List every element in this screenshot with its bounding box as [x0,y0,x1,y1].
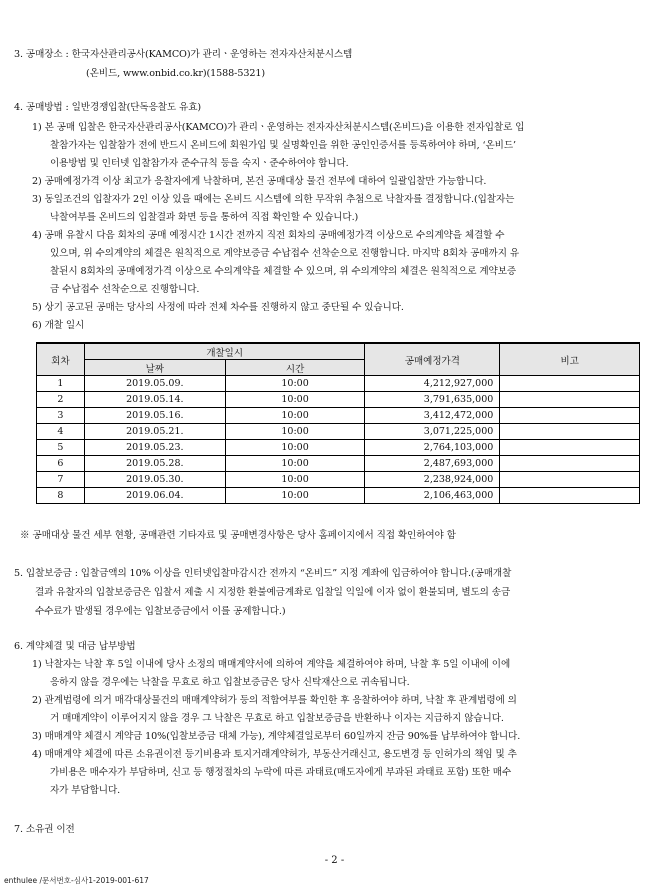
section6-item4-l3: 자가 부담합니다. [50,785,121,796]
section7-heading: 7. 소유권 이전 [14,824,75,835]
cell-price: 2,238,924,000 [365,472,500,488]
section4-item2: 2) 공매예정가격 이상 최고가 응찰자에게 낙찰하며, 본건 공매대상 물건 전부에 대하여 일괄입찰만 가능합니다. [32,176,487,187]
table-row [37,472,640,488]
section6-heading: 6. 계약체결 및 대금 납부방법 [14,641,136,652]
section4-item4-l4: 금 수납접수 선착순으로 진행합니다. [50,284,200,295]
cell-date: 2019.05.23. [84,440,225,456]
cell-price: 2,764,103,000 [365,440,500,456]
cell-date: 2019.05.09. [84,376,225,392]
cell-note [500,376,640,392]
cell-time: 10:00 [225,424,365,440]
table-footnote: ※ 공매대상 물건 세부 현황, 공매관련 기타자료 및 공매변경사항은 당사 홈페이지에서 직접 확인하여야 함 [20,530,456,541]
section4-item4-l2: 있으며, 위 수의계약의 체결은 원칙적으로 계약보증금 수납접수 선착순으로 진행합니다. 마지막 8회차 공매까지 유 [50,248,520,259]
section6-item1-l1: 1) 낙찰자는 낙찰 후 5일 이내에 당사 소정의 매매계약서에 의하여 계약을 체결하여야 하며, 낙찰 후 5일 이내에 이에 [32,659,511,670]
section4-item3-l2: 낙찰여부를 온비드의 입찰결과 화면 등을 통하여 직접 확인할 수 있습니다.) [50,212,359,223]
section6-item4-l2: 가비용은 매수자가 부담하며, 신고 등 행정절차의 누락에 따른 과태료(매도자에게 부과된 과태료 포함) 또한 매수 [50,767,512,778]
cell-time: 10:00 [225,456,365,472]
section6-item2-l2: 거 매매계약이 이루어지지 않을 경우 그 낙찰은 무효로 하고 입찰보증금을 반환하나 이자는 지급하지 않습니다. [50,713,504,724]
cell-round: 6 [37,456,85,472]
cell-date: 2019.05.14. [84,392,225,408]
section6-item3: 3) 매매계약 체결시 계약금 10%(입찰보증금 대체 가능), 계약체결일로부터 60일까지 잔금 90%를 납부하여야 합니다. [32,731,521,742]
table-row [37,488,640,504]
header-price: 공매예정가격 [365,343,500,376]
cell-price: 3,412,472,000 [365,408,500,424]
section4-item5: 5) 상기 공고된 공매는 당사의 사정에 따라 전체 차수를 진행하지 않고 중단될 수 있습니다. [32,302,404,313]
cell-note [500,392,640,408]
table-row [37,392,640,408]
section4-item1-l3: 이용방법 및 인터넷 입찰참가자 준수규칙 등을 숙지ㆍ준수하여야 합니다. [50,158,349,169]
section4-item1-l2: 찰참가자는 입찰참가 전에 반드시 온비드에 회원가입 및 실명확인을 위한 공인인증서를 등록하여야 하며, ‘온비드’ [50,140,516,151]
cell-note [500,424,640,440]
cell-price: 4,212,927,000 [365,376,500,392]
table-row [37,376,640,392]
table-row [37,456,640,472]
section5-line1: 5. 입찰보증금 : 입찰금액의 10% 이상을 인터넷입찰마감시간 전까지 “온비드” 지정 계좌에 입금하여야 합니다.(공매개찰 [14,568,512,579]
table-row [37,408,640,424]
cell-time: 10:00 [225,440,365,456]
cell-date: 2019.05.16. [84,408,225,424]
cell-note [500,440,640,456]
cell-time: 10:00 [225,488,365,504]
cell-date: 2019.05.28. [84,456,225,472]
header-note: 비고 [500,343,640,376]
section5-line3: 수수료가 발생될 경우에는 입찰보증금에서 이를 공제합니다.) [35,606,286,617]
cell-price: 2,487,693,000 [365,456,500,472]
cell-round: 7 [37,472,85,488]
section4-item1-l1: 1) 본 공매 입찰은 한국자산관리공사(KAMCO)가 관리ㆍ운영하는 전자자산처분시스템(온비드)을 이용한 전자입찰로 입 [32,122,525,133]
table-row [37,440,640,456]
cell-price: 2,106,463,000 [365,488,500,504]
cell-note [500,488,640,504]
cell-round: 1 [37,376,85,392]
cell-date: 2019.06.04. [84,488,225,504]
table-row [37,424,640,440]
cell-date: 2019.05.30. [84,472,225,488]
section4-item6: 6) 개찰 일시 [32,320,85,331]
opening-schedule-table [36,342,640,504]
header-opening: 개찰일시 [84,343,365,360]
cell-time: 10:00 [225,472,365,488]
section5-line2: 결과 유찰자의 입찰보증금은 입찰서 제출 시 지정한 환불예금계좌로 입찰일 익일에 이자 없이 환불되며, 별도의 송금 [35,587,511,598]
section3-line2: (온비드, www.onbid.co.kr)(1588-5321) [86,68,265,79]
section4-item4-l1: 4) 공매 유찰시 다음 회차의 공매 예정시간 1시간 전까지 직전 회차의 공매예정가격 이상으로 수의계약을 체결할 수 [32,230,505,241]
section4-heading: 4. 공매방법 : 일반경쟁입찰(단독응찰도 유효) [14,102,202,113]
section6-item4-l1: 4) 매매계약 체결에 따른 소유권이전 등기비용과 토지거래계약허가, 부동산거래신고, 용도변경 등 인허가의 책임 및 추 [32,749,517,760]
cell-round: 3 [37,408,85,424]
header-time: 시간 [225,360,365,376]
cell-round: 4 [37,424,85,440]
section3-line1: 3. 공매장소 : 한국자산관리공사(KAMCO)가 관리ㆍ운영하는 전자자산처분시스템 [14,49,353,60]
cell-time: 10:00 [225,376,365,392]
cell-time: 10:00 [225,408,365,424]
section6-item2-l1: 2) 관계법령에 의거 매각대상물건의 매매계약허가 등의 적합여부를 확인한 후 응찰하여야 하며, 낙찰 후 관계법령에 의 [32,695,517,706]
document-id: enthulee /문서번호-심사1-2019-001-617 [4,876,149,885]
cell-note [500,408,640,424]
cell-price: 3,071,225,000 [365,424,500,440]
cell-time: 10:00 [225,392,365,408]
section4-item3-l1: 3) 동일조건의 입찰자가 2인 이상 있을 때에는 온비드 시스템에 의한 무작위 추첨으로 낙찰자를 결정합니다.(입찰자는 [32,194,515,205]
section6-item1-l2: 응하지 않을 경우에는 낙찰을 무효로 하고 입찰보증금은 당사 신탁재산으로 귀속됩니다. [50,677,410,688]
cell-round: 2 [37,392,85,408]
header-date: 날짜 [84,360,225,376]
cell-date: 2019.05.21. [84,424,225,440]
cell-price: 3,791,635,000 [365,392,500,408]
header-round: 회차 [37,343,85,376]
cell-note [500,456,640,472]
cell-round: 5 [37,440,85,456]
page-number: - 2 - [324,855,345,866]
cell-round: 8 [37,488,85,504]
cell-note [500,472,640,488]
section4-item4-l3: 찰된시 8회차의 공매예정가격 이상으로 수의계약을 체결할 수 있으며, 위 수의계약의 체결은 원칙적으로 계약보증 [50,266,517,277]
